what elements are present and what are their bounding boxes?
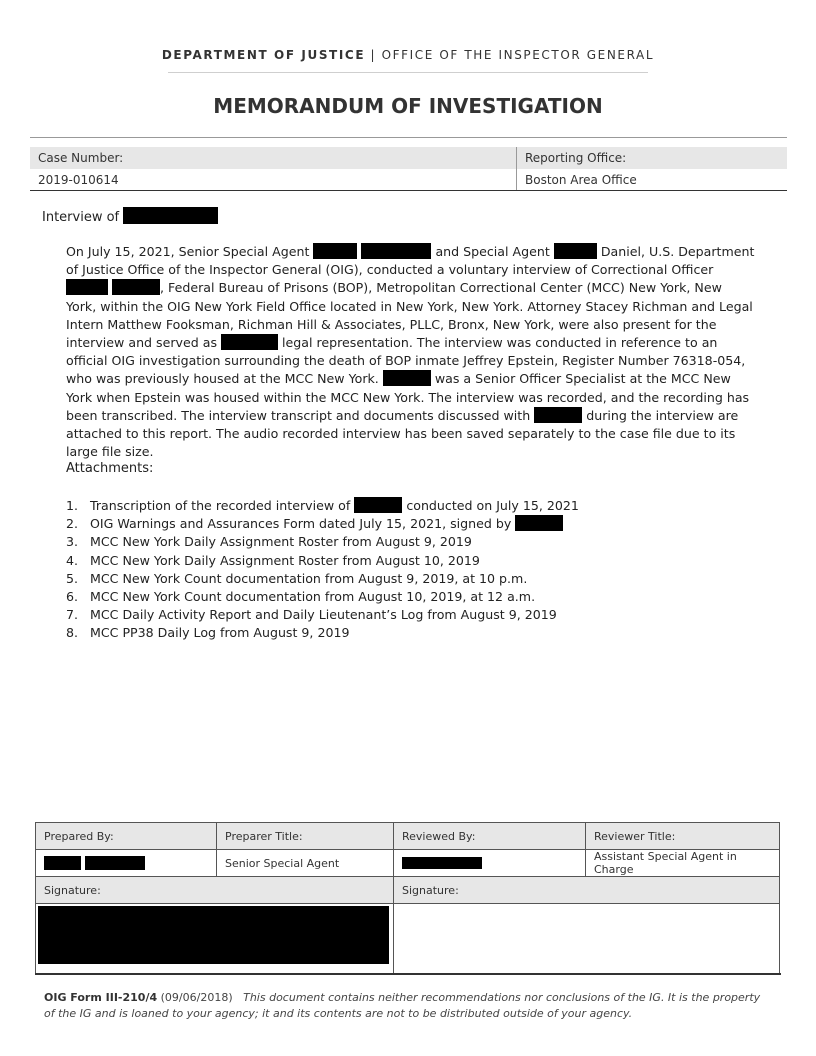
signature-bottom-rule [35,973,781,975]
agency-separator: | [365,48,382,62]
redaction-block [354,497,402,513]
body-paragraph [66,243,756,461]
case-number-value: 2019-010614 [30,169,517,191]
list-item-text: MCC Daily Activity Report and Daily Lieutenant’s Log from August 9, 2019 [90,607,557,623]
list-item-text: OIG Warnings and Assurances Form dated July 15, 2021, signed by [90,516,512,532]
signature-label-left: Signature: [36,877,394,904]
case-number-label: Case Number: [30,147,517,169]
signature-table [35,822,780,975]
reviewed-by-value [394,850,586,877]
reporting-office-value: Boston Area Office [517,169,788,191]
interview-label: Interview of [42,210,120,225]
redaction-block [123,207,218,224]
title-divider [30,137,787,138]
prepared-by-value [36,850,217,877]
redaction-block [554,243,597,259]
list-item [66,570,579,588]
redaction-block [112,279,160,295]
redaction-block [534,407,582,423]
body-text: during the interview are attached to this report. The audio recorded interview has been saved separately to the case file due to its large file size. [66,407,739,460]
form-footer [44,990,774,1022]
agency-header [0,48,816,62]
redaction-block [515,515,563,531]
attachments-list [66,497,579,643]
list-item-number: 6. [66,589,79,605]
redaction-block [85,856,145,870]
list-item [66,606,579,624]
body-text: and Special Agent [435,244,550,259]
redaction-block [383,370,431,386]
body-text: legal representation. The interview was conducted in reference to an official OIG investigation surrounding the death of BOP inmate Jeffrey Epstein, Register Number 76318-054, who was previously housed at the MCC New York. [66,335,746,387]
signature-box-left [36,904,394,975]
form-number: OIG Form III-210/4 [44,991,158,1004]
form-date: (09/06/2018) [157,991,233,1004]
redaction-block [38,906,389,964]
attachments-heading: Attachments: [66,461,154,476]
body-text: was a Senior Officer Specialist at the MCC New York when Epstein was housed within the MCC New York. The interview was recorded, and the recording has been transcribed. The interview transcript and documents discussed with [66,371,750,423]
disclaimer-text: This document contains neither recommendations nor conclusions of the IG. It is the property of the IG and is loaned to your agency; it and its contents are not to be distributed outside of your agency. [44,991,761,1020]
list-item-number: 5. [66,570,79,586]
reviewer-title-value: Assistant Special Agent in Charge [586,850,780,877]
signature-box-right [394,904,780,975]
reviewer-title-label: Reviewer Title: [586,823,780,850]
list-item-number: 4. [66,552,79,568]
case-info-table [30,147,787,191]
list-item [66,552,579,570]
redaction-block [44,856,81,870]
agency-office: OFFICE OF THE INSPECTOR GENERAL [381,48,655,62]
redaction-block [361,243,431,259]
body-text: , Federal Bureau of Prisons (BOP), Metropolitan Correctional Center (MCC) New York, New York, within the OIG New York Field Office located in New York, New York. Attorney Stacey Richman and Legal Intern Matthew Fooksman, Richman Hill & Associates, PLLC, Bronx, New York, were also present for the interview and served as [66,280,753,351]
header-divider [168,72,648,73]
signature-label-right: Signature: [394,877,780,904]
preparer-title-value: Senior Special Agent [217,850,394,877]
list-item-text: MCC New York Daily Assignment Roster from August 10, 2019 [90,552,480,568]
body-text: Daniel, U.S. Department of Justice Office of the Inspector General (OIG), conducted a voluntary interview of Correctional Officer [66,244,755,278]
list-item [66,515,579,533]
list-item [66,497,579,515]
redaction-block [221,334,278,350]
reviewed-by-label: Reviewed By: [394,823,586,850]
prepared-by-label: Prepared By: [36,823,217,850]
list-item-text: MCC PP38 Daily Log from August 9, 2019 [90,625,350,641]
list-item [66,588,579,606]
list-item-text: Transcription of the recorded interview of [90,498,351,513]
list-item-text: MCC New York Count documentation from August 10, 2019, at 12 a.m. [90,589,536,605]
document-title: MEMORANDUM OF INVESTIGATION [213,94,603,118]
list-item-number: 2. [66,516,79,532]
list-item-text: MCC New York Daily Assignment Roster from August 9, 2019 [90,534,472,550]
redaction-block [402,857,482,869]
list-item [66,533,579,551]
list-item-text: conducted on July 15, 2021 [406,498,579,513]
reporting-office-label: Reporting Office: [517,147,788,169]
list-item-number: 8. [66,625,79,641]
interview-subject-line [42,207,218,227]
preparer-title-label: Preparer Title: [217,823,394,850]
list-item-number: 3. [66,534,79,550]
redaction-block [313,243,357,259]
agency-department: DEPARTMENT OF JUSTICE [161,48,366,62]
list-item-text: MCC New York Count documentation from August 9, 2019, at 10 p.m. [90,570,528,586]
redaction-block [66,279,108,295]
list-item-number: 7. [66,607,79,623]
list-item-number: 1. [66,498,79,513]
list-item [66,624,579,642]
body-text: On July 15, 2021, Senior Special Agent [66,244,310,259]
